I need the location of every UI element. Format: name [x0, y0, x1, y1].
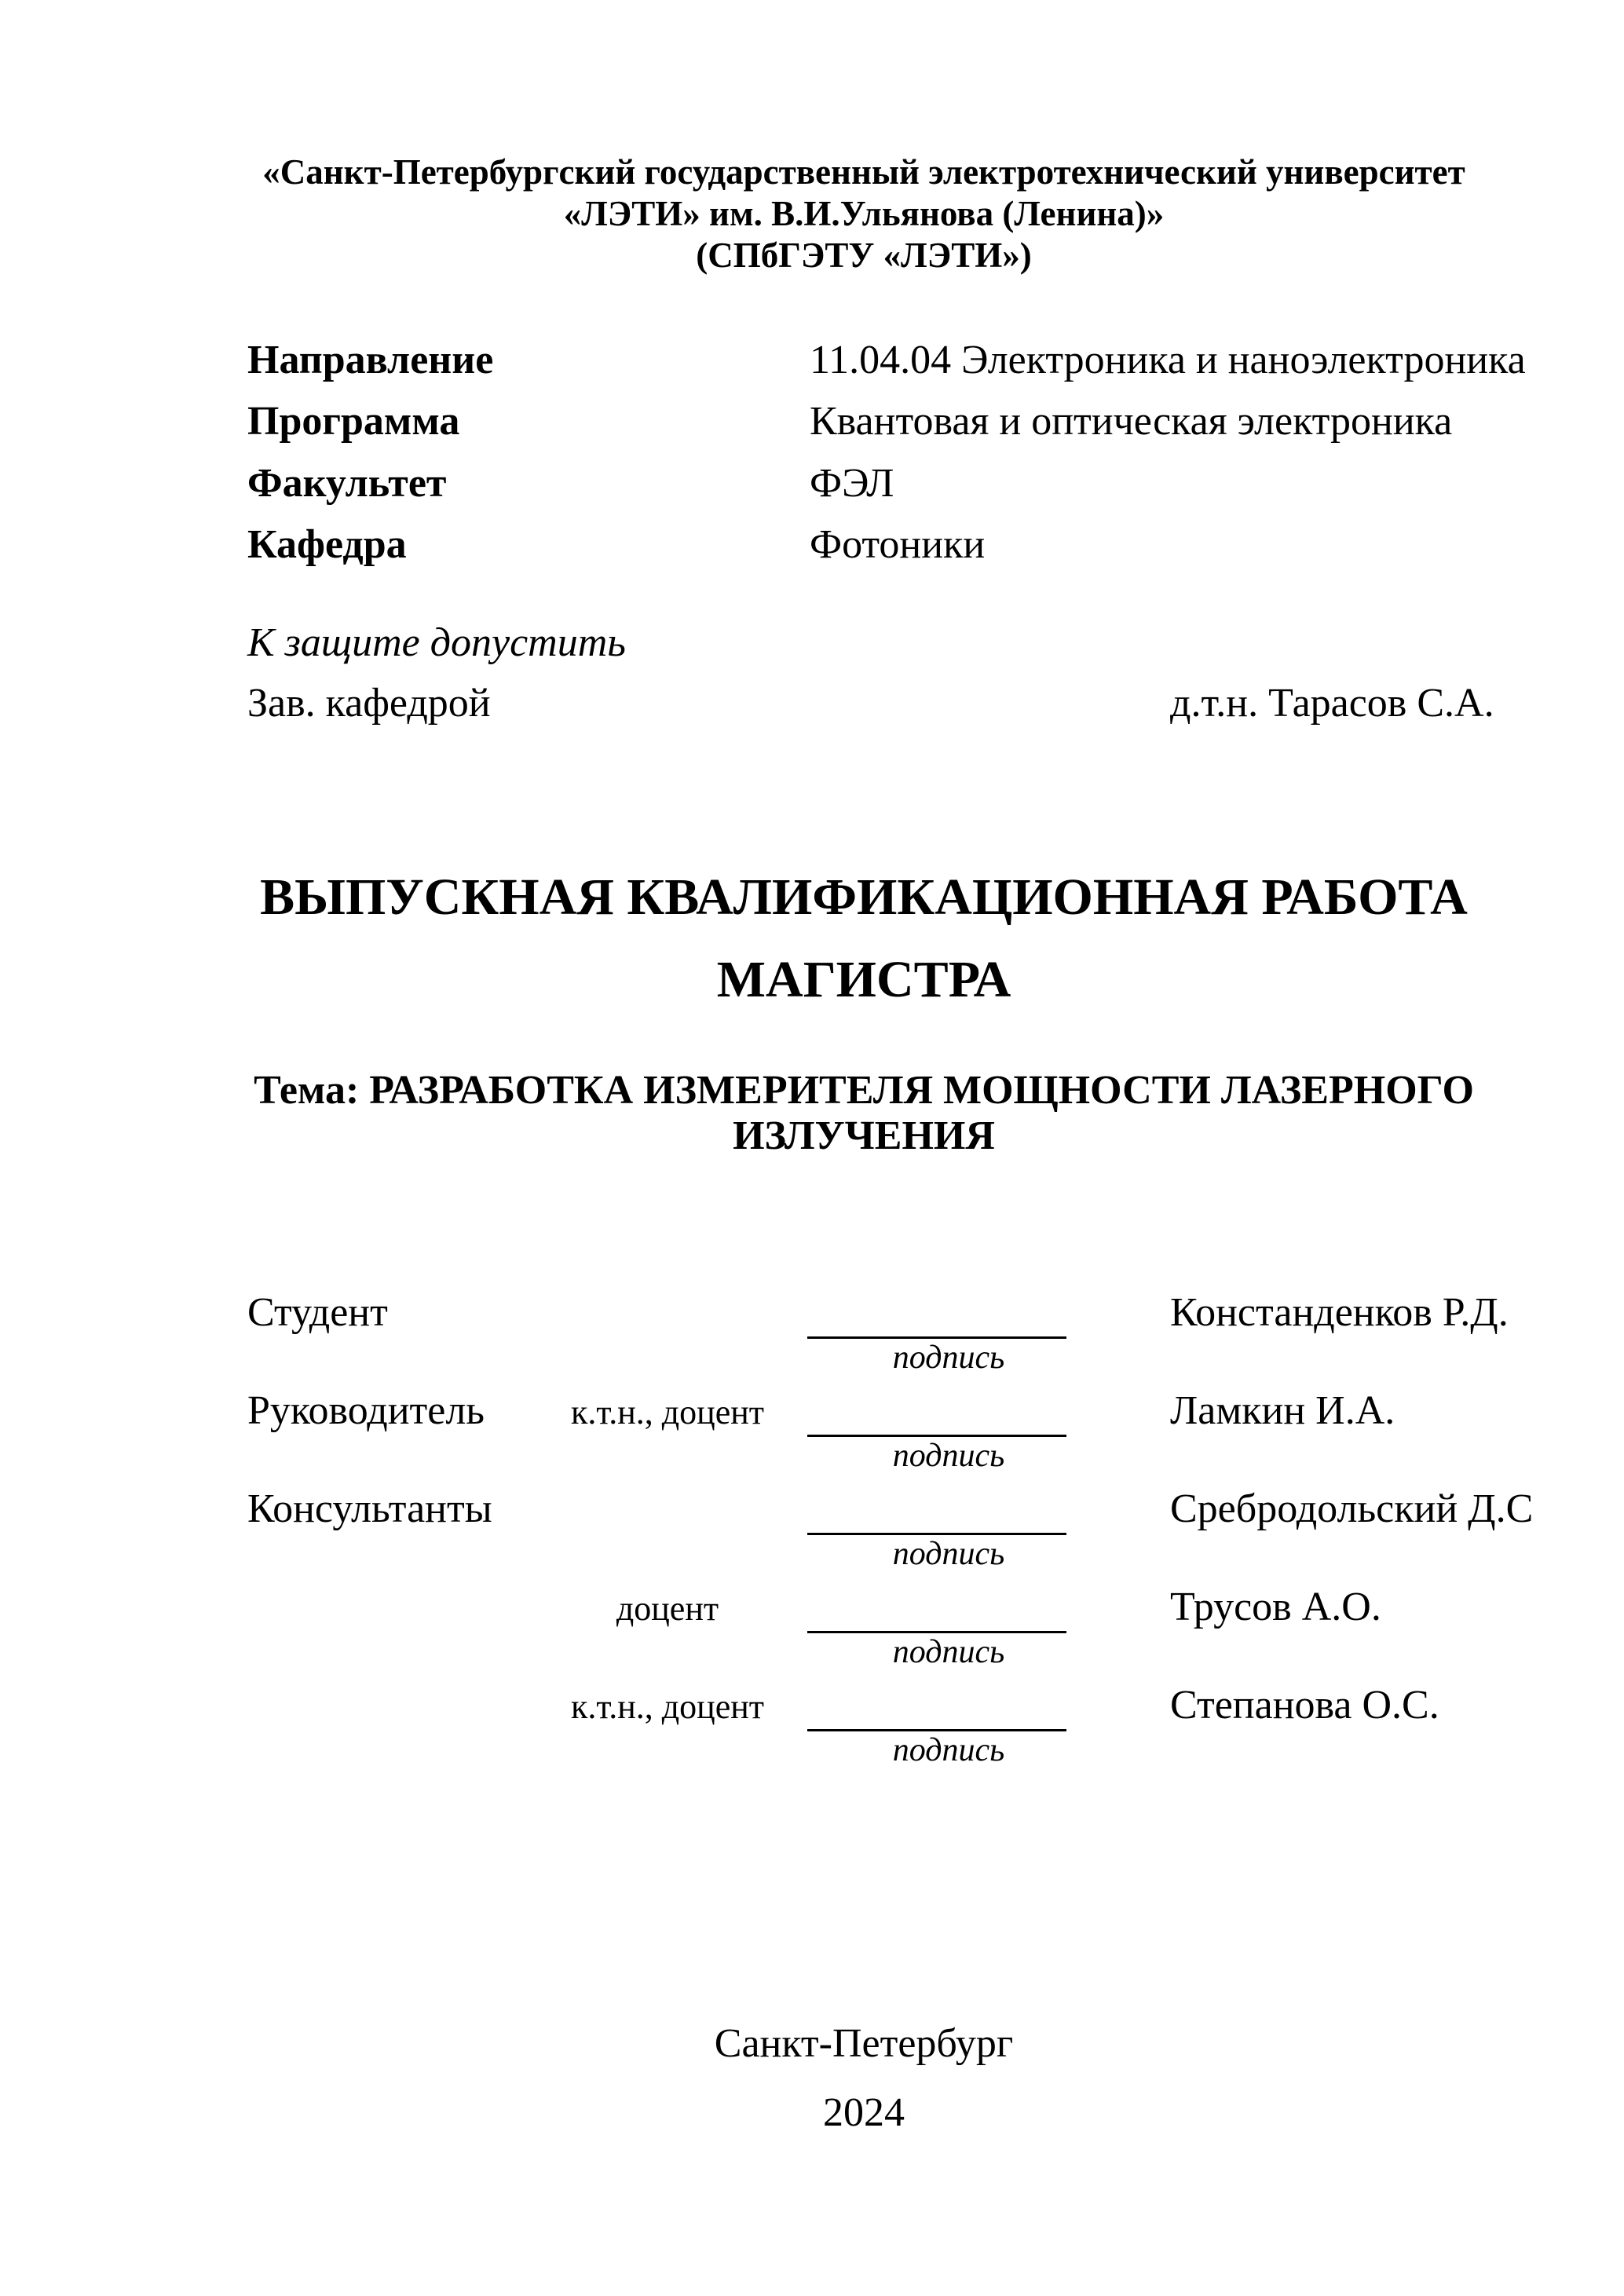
department-head-name: д.т.н. Тарасов С.А.	[1170, 681, 1494, 726]
signature-caption-consultant-1: подпись	[892, 1536, 1005, 1572]
signature-line-consultant-3	[807, 1729, 1066, 1731]
main-title-line1: ВЫПУСКНАЯ КВАЛИФИКАЦИОННАЯ РАБОТА	[260, 868, 1468, 926]
signature-caption-consultant-2: подпись	[892, 1634, 1005, 1670]
signature-qualification-consultant-3: к.т.н., доцент	[570, 1687, 765, 1726]
field-label-program: Программа	[247, 399, 460, 444]
admission-permit-line: К защите допустить	[247, 620, 626, 665]
main-title	[188, 856, 1539, 1021]
department-head-label: Зав. кафедрой	[247, 681, 491, 726]
main-title-line2: МАГИСТРА	[716, 951, 1011, 1008]
signature-name-consultant-2: Трусов А.О.	[1170, 1585, 1381, 1629]
university-name-line2: «ЛЭТИ» им. В.И.Ульянова (Ленина)»	[563, 194, 1165, 233]
signature-role-consultants: Консультанты	[247, 1486, 492, 1531]
signature-caption-consultant-3: подпись	[892, 1732, 1005, 1768]
field-value-faculty: ФЭЛ	[810, 461, 894, 506]
field-value-direction: 11.04.04 Электроника и наноэлектроника	[810, 338, 1526, 382]
signature-qualification-consultant-2: доцент	[616, 1589, 719, 1628]
signature-role-supervisor: Руководитель	[247, 1388, 485, 1433]
signature-line-supervisor	[807, 1435, 1066, 1437]
field-label-faculty: Факультет	[247, 461, 447, 506]
field-label-direction: Направление	[247, 338, 494, 382]
field-value-program: Квантовая и оптическая электроника	[810, 399, 1453, 444]
thesis-theme-line1: Тема: РАЗРАБОТКА ИЗМЕРИТЕЛЯ МОЩНОСТИ ЛАЗЕРНОГО	[254, 1068, 1474, 1113]
footer-city: Санкт-Петербург	[714, 2021, 1014, 2066]
signature-line-consultant-2	[807, 1631, 1066, 1633]
thesis-theme	[188, 1068, 1539, 1159]
university-header	[188, 152, 1539, 276]
signature-line-consultant-1	[807, 1533, 1066, 1535]
signature-name-consultant-3: Степанова О.С.	[1170, 1683, 1439, 1727]
signature-role-student: Студент	[247, 1290, 388, 1335]
signature-qualification-supervisor: к.т.н., доцент	[570, 1393, 765, 1431]
footer-year: 2024	[823, 2090, 905, 2135]
signature-name-student: Констанденков Р.Д.	[1170, 1290, 1509, 1335]
university-name-line1: «Санкт-Петербургский государственный электротехнический университет	[262, 152, 1465, 192]
signature-caption-supervisor: подпись	[892, 1438, 1005, 1474]
field-label-department: Кафедра	[247, 522, 407, 567]
field-value-department: Фотоники	[810, 522, 986, 567]
university-abbreviation: (СПбГЭТУ «ЛЭТИ»)	[696, 236, 1032, 275]
signature-line-student	[807, 1336, 1066, 1339]
signature-caption-student: подпись	[892, 1340, 1005, 1376]
signature-name-supervisor: Ламкин И.А.	[1170, 1388, 1395, 1433]
signature-name-consultant-1: Сребродольский Д.С	[1170, 1486, 1534, 1531]
thesis-theme-line2: ИЗЛУЧЕНИЯ	[733, 1113, 995, 1158]
